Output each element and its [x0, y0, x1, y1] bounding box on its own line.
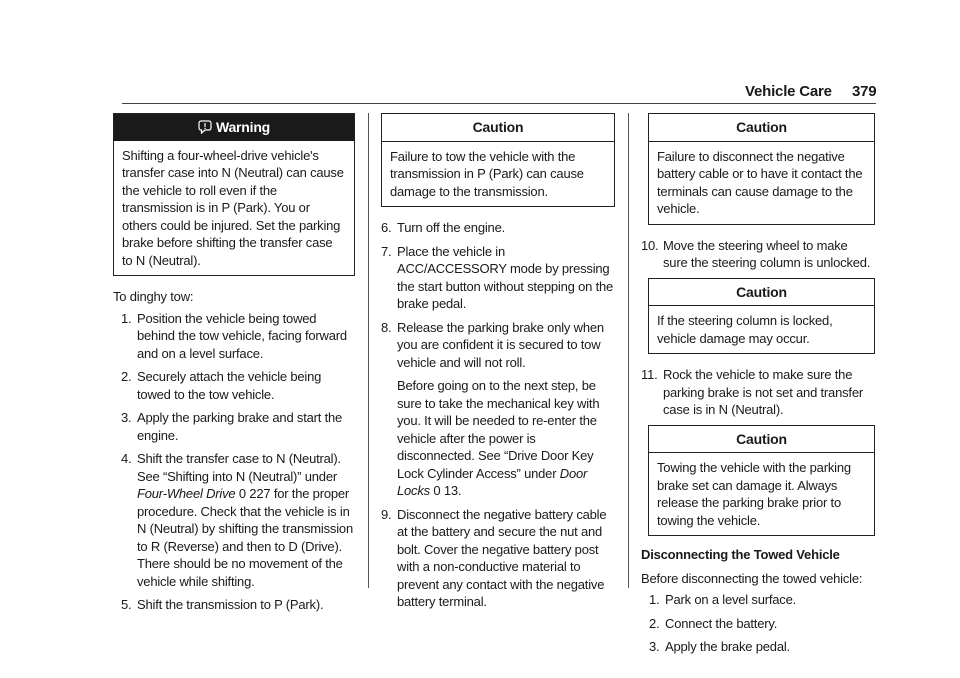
section-subheading: Disconnecting the Towed Vehicle: [641, 547, 840, 562]
list-item: 1. Position the vehicle being towed behind the tow vehicle, facing forward and on a level surface.: [121, 310, 347, 361]
list-item: 6. Turn off the engine.: [381, 220, 506, 235]
warning-box: [113, 113, 355, 276]
caution-title: Caution: [736, 283, 787, 300]
dinghy-intro: To dinghy tow:: [113, 289, 194, 304]
page-header-title: Vehicle Care: [745, 83, 832, 100]
cross-reference-link[interactable]: Four-Wheel Drive: [137, 486, 236, 501]
list-item: 8. Release the parking brake only when you are confident it is secured to tow vehicle and will not roll. Before going on to the next step, be sure to take the mechanical key with you. It will be needed to re-enter the vehicle after the power is disconnected. See “Drive Door Key Lock Cylinder Access” under Door Locks 0 13.: [381, 319, 604, 498]
list-item: 1. Park on a level surface.: [649, 592, 797, 607]
list-item: 3. Apply the parking brake and start the engine.: [121, 410, 343, 443]
caution-body: If the steering column is locked, vehicle damage may occur.: [649, 305, 874, 353]
warning-header: [114, 114, 354, 141]
column-3: [641, 113, 875, 662]
list-item: 3. Apply the brake pedal.: [649, 639, 790, 654]
warning-body: Shifting a four-wheel-drive vehicle's transfer case into N (Neutral) can cause the vehicle to roll even if the transmission is in P (Park). You or others could be injured. Set the parking brake before shifting the transfer case to N (Neutral).: [122, 147, 344, 268]
caution-body: Failure to tow the vehicle with the transmission in P (Park) can cause damage to the transmission.: [382, 141, 614, 207]
cross-reference-link[interactable]: Door Locks: [397, 465, 588, 498]
caution-title: Caution: [736, 119, 787, 135]
list-item: 2. Securely attach the vehicle being towed to the tow vehicle.: [121, 369, 322, 402]
caution-box: [381, 113, 615, 207]
caution-title: Caution: [472, 119, 524, 135]
page-number: 379: [852, 83, 877, 100]
column-1: [113, 113, 355, 620]
list-item: 2. Connect the battery.: [649, 615, 778, 631]
list-item: 7. Place the vehicle in ACC/ACCESSORY mode by pressing the start button without stepping on the brake pedal.: [381, 243, 614, 311]
list-item: 4. Shift the transfer case to N (Neutral). See “Shifting into N (Neutral)” under Four-Wheel Drive 0 227 for the proper procedure. Check that the vehicle is in N (Neutral) by shifting the transmission to R (Reverse) and then to D (Drive). There should be no movement of the vehicle while shifting.: [121, 451, 353, 589]
page-reference[interactable]: 0 227: [238, 486, 271, 501]
caution-body: Failure to disconnect the negative battery cable or to have it contact the terminals can cause damage to the vehicle.: [649, 141, 874, 224]
header-rule: [122, 103, 876, 104]
list-item: 11. Rock the vehicle to make sure the parking brake is not set and transfer case is in N (Neutral).: [641, 367, 863, 417]
caution-box: [648, 425, 875, 537]
column-divider-1: [368, 113, 369, 588]
section-intro: Before disconnecting the towed vehicle:: [641, 570, 863, 586]
caution-body: Towing the vehicle with the parking brake set can damage it. Always release the parking brake prior to towing the vehicle.: [649, 452, 874, 535]
column-divider-2: [628, 113, 629, 588]
caution-title: Caution: [736, 430, 787, 447]
warning-title: Warning: [215, 119, 271, 135]
warning-icon: [198, 120, 212, 134]
column-2: [381, 113, 615, 617]
caution-box: [648, 113, 875, 225]
page-reference[interactable]: 0 13.: [433, 483, 462, 498]
list-item: 9. Disconnect the negative battery cable at the battery and secure the nut and bolt. Cover the negative battery post with a non-conductive material to prevent any contact with the negative battery terminal.: [381, 506, 607, 609]
list-item: 5. Shift the transmission to P (Park).: [121, 597, 324, 612]
list-item: 10. Move the steering wheel to make sure the steering column is unlocked.: [641, 237, 871, 270]
caution-box: [648, 278, 875, 355]
